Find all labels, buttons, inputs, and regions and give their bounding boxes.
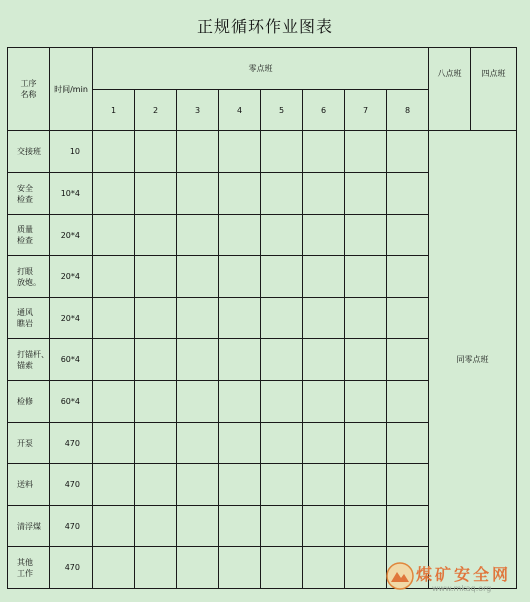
process-time: 20*4	[50, 215, 93, 256]
schedule-cell	[261, 256, 303, 298]
process-name: 通风 瞧岩	[8, 298, 50, 339]
schedule-cell	[135, 547, 177, 589]
schedule-cell	[387, 215, 429, 256]
column-header-7: 7	[345, 90, 387, 131]
watermark-url: www.mkaq.org	[432, 584, 492, 593]
schedule-cell	[177, 547, 219, 589]
schedule-cell	[387, 339, 429, 381]
schedule-cell	[93, 173, 135, 215]
column-header-3: 3	[177, 90, 219, 131]
schedule-cell	[219, 173, 261, 215]
process-time: 60*4	[50, 381, 93, 423]
schedule-cell	[93, 131, 135, 173]
schedule-cell	[177, 131, 219, 173]
schedule-cell	[135, 215, 177, 256]
process-time: 10	[50, 131, 93, 173]
header-shift-four: 四点班	[471, 48, 517, 131]
schedule-cell	[93, 423, 135, 464]
header-shift-eight: 八点班	[429, 48, 471, 131]
schedule-cell	[261, 339, 303, 381]
schedule-cell	[135, 256, 177, 298]
schedule-cell	[345, 423, 387, 464]
schedule-cell	[135, 131, 177, 173]
watermark	[386, 560, 526, 598]
schedule-cell	[219, 464, 261, 506]
schedule-cell	[93, 506, 135, 547]
schedule-cell	[345, 173, 387, 215]
page-title: 正规循环作业图表	[196, 17, 333, 36]
schedule-cell	[219, 131, 261, 173]
schedule-cell	[135, 464, 177, 506]
process-name: 质量 检查	[8, 215, 50, 256]
schedule-cell	[303, 381, 345, 423]
process-name: 安全 检查	[8, 173, 50, 215]
schedule-cell	[261, 131, 303, 173]
schedule-cell	[261, 173, 303, 215]
schedule-cell	[303, 298, 345, 339]
schedule-cell	[177, 215, 219, 256]
schedule-cell	[387, 506, 429, 547]
schedule-cell	[177, 381, 219, 423]
schedule-cell	[219, 339, 261, 381]
schedule-cell	[135, 423, 177, 464]
process-time: 60*4	[50, 339, 93, 381]
process-name: 打锚杆、 锚索	[8, 339, 50, 381]
schedule-cell	[135, 173, 177, 215]
process-time: 20*4	[50, 298, 93, 339]
schedule-cell	[261, 298, 303, 339]
schedule-cell	[135, 298, 177, 339]
process-time: 10*4	[50, 173, 93, 215]
schedule-cell	[387, 298, 429, 339]
schedule-cell	[219, 256, 261, 298]
process-name: 打眼 放炮。	[8, 256, 50, 298]
column-header-1: 1	[93, 90, 135, 131]
process-time: 470	[50, 423, 93, 464]
schedule-cell	[93, 298, 135, 339]
header-process: 工序 名称	[8, 48, 50, 131]
process-time: 470	[50, 547, 93, 589]
schedule-cell	[303, 464, 345, 506]
process-name: 其他 工作	[8, 547, 50, 589]
process-time: 470	[50, 506, 93, 547]
process-time: 470	[50, 464, 93, 506]
process-name: 检修	[8, 381, 50, 423]
process-name: 清浮煤	[8, 506, 50, 547]
schedule-cell	[303, 506, 345, 547]
schedule-cell	[135, 506, 177, 547]
schedule-cell	[177, 464, 219, 506]
schedule-cell	[387, 423, 429, 464]
schedule-cell	[261, 423, 303, 464]
column-header-4: 4	[219, 90, 261, 131]
schedule-cell	[345, 381, 387, 423]
process-name: 交接班	[8, 131, 50, 173]
schedule-cell	[261, 547, 303, 589]
schedule-cell	[93, 256, 135, 298]
header-shift-zero: 零点班	[93, 48, 429, 90]
process-name: 送料	[8, 464, 50, 506]
schedule-cell	[387, 381, 429, 423]
schedule-cell	[177, 506, 219, 547]
schedule-cell	[387, 464, 429, 506]
schedule-cell	[93, 381, 135, 423]
schedule-cell	[345, 215, 387, 256]
schedule-cell	[261, 464, 303, 506]
schedule-cell	[177, 256, 219, 298]
schedule-cell	[345, 547, 387, 589]
watermark-logo-icon	[386, 562, 414, 590]
schedule-cell	[261, 215, 303, 256]
column-header-8: 8	[387, 90, 429, 131]
schedule-cell	[387, 131, 429, 173]
schedule-cell	[177, 423, 219, 464]
schedule-cell	[387, 256, 429, 298]
schedule-cell	[93, 464, 135, 506]
schedule-cell	[177, 173, 219, 215]
schedule-cell	[303, 256, 345, 298]
schedule-cell	[219, 423, 261, 464]
schedule-cell	[345, 339, 387, 381]
schedule-cell	[135, 339, 177, 381]
schedule-cell	[345, 256, 387, 298]
column-header-5: 5	[261, 90, 303, 131]
schedule-cell	[219, 215, 261, 256]
work-cycle-table	[7, 47, 517, 589]
schedule-cell	[345, 506, 387, 547]
schedule-cell	[135, 381, 177, 423]
schedule-cell	[93, 547, 135, 589]
schedule-cell	[93, 339, 135, 381]
watermark-text: 煤矿安全网	[416, 565, 512, 584]
schedule-cell	[177, 339, 219, 381]
schedule-cell	[303, 547, 345, 589]
schedule-cell	[219, 381, 261, 423]
schedule-cell	[345, 464, 387, 506]
schedule-cell	[219, 506, 261, 547]
schedule-cell	[219, 547, 261, 589]
schedule-cell	[303, 131, 345, 173]
same-as-zero-shift-note: 同零点班	[429, 131, 517, 589]
schedule-cell	[261, 506, 303, 547]
process-time: 20*4	[50, 256, 93, 298]
header-time: 时间/min	[50, 48, 93, 131]
column-header-6: 6	[303, 90, 345, 131]
schedule-cell	[345, 298, 387, 339]
schedule-cell	[261, 381, 303, 423]
schedule-cell	[219, 298, 261, 339]
schedule-cell	[303, 339, 345, 381]
schedule-cell	[387, 173, 429, 215]
schedule-cell	[303, 173, 345, 215]
schedule-cell	[177, 298, 219, 339]
schedule-cell	[303, 423, 345, 464]
schedule-cell	[345, 131, 387, 173]
column-header-2: 2	[135, 90, 177, 131]
schedule-cell	[303, 215, 345, 256]
schedule-cell	[93, 215, 135, 256]
process-name: 开泵	[8, 423, 50, 464]
table-row	[8, 131, 517, 173]
